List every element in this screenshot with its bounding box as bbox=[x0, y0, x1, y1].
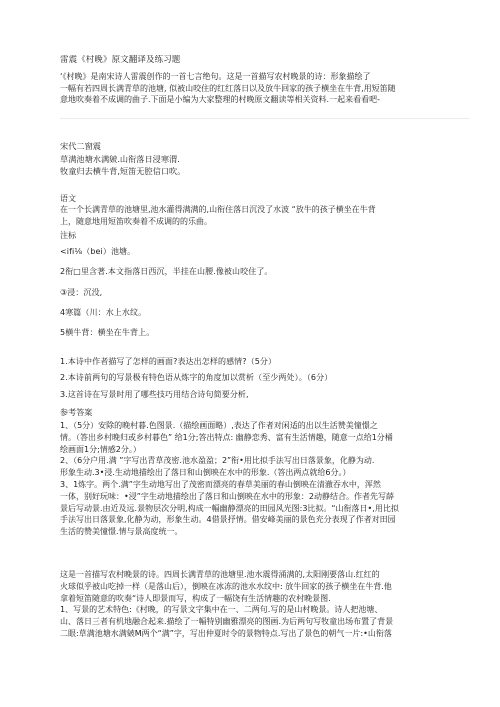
question-item: 3.这首诗在写景时用了哪些技巧用结合诗句简要分析, bbox=[60, 390, 249, 399]
analysis-line: 拿着短笛随意的吹奏“诗人即景而写，构成了一幅饶有生活情趣的农村晚景图. bbox=[60, 593, 331, 603]
answer-line: 1、（5分）安除的晚村暮.色图景.（描绘画面略）,表达了作者对闲适的出以生活赞美憧憬之 bbox=[60, 421, 378, 430]
answers-heading: 参考答案 bbox=[60, 408, 93, 417]
section-divider bbox=[60, 118, 470, 119]
analysis-line: 火球似乎被山吃掉一样（是落山后），倒映在冰冻的池水水纹中: 放牛回家的孩子横坐在牛背.他 bbox=[60, 581, 392, 591]
notes-heading: 注标 bbox=[60, 231, 77, 240]
answer-line: 生活的赞美憧憬.情与景高度统一。 bbox=[60, 527, 183, 537]
document-title: 雷震《村晚》原文翻译及练习题 bbox=[60, 55, 181, 65]
answer-line: 形象生动.3•浸.生动地描绘出了落日和山倒映在水中的形象.（答出两点就给6分。） bbox=[60, 468, 351, 478]
analysis-paragraph bbox=[60, 569, 470, 640]
note-item: 2衔□里含著.本文指落日西沉，半挂在山腰.像被山咬住了。 bbox=[60, 267, 273, 276]
analysis-line: 山、落日三者有机地融合起来.描绘了一幅特别幽雅漂亮的图画.为后两句写牧童出场布置了背景 bbox=[60, 617, 394, 627]
answer-line: 一体，别好玩味：•浸”字生动地描绘出了落日和山倒映在水中的形象：2动静结合。作者先写薛 bbox=[60, 491, 394, 501]
poem-line: 草满池塘水满皴.山衔落日浸寒渭. bbox=[60, 153, 180, 164]
question-item: 1.本诗中作者描写了怎样的画面?表达出怎样的感情?（5分） bbox=[60, 357, 277, 366]
answers-paragraph bbox=[60, 420, 470, 538]
answer-line: 情。（答出乡村晚归或乡村暮色” 给1分;答出特点: 幽静恋秀、富有生活情趣，随意一点给1分桶 bbox=[60, 432, 393, 442]
answer-line: 2、（6分户用.满 ”字写出青草茂密.池水盈盈；2”衔•用比拟手法写出日落景象，化静为动. bbox=[60, 456, 375, 466]
answer-line: 3、1炼字。两个.满”字生动地写出了茂密而漂亮的春草美丽的春山倒映在清澈吞水中，浑然 bbox=[60, 479, 381, 489]
intro-line: 意地吹奏着不成调的曲子.下面是小编为大家整理的村晚原文翻读等相关资料.一起来看看吧- bbox=[60, 95, 380, 105]
note-item: 5横牛背：横坐在牛背上。 bbox=[60, 328, 155, 337]
analysis-line: 1、写景的艺术特色:《村晚，的写景文字集中在一、二两句.写的是山村晚景。诗人把池塘、 bbox=[60, 605, 383, 615]
answer-line: 景后写动景.由近及远.景物层次分明,构成一幅幽静漂亮的田园风光图:3比拟。“山衔落日•,用比拟 bbox=[60, 503, 399, 513]
note-item: ③浸：沉没, bbox=[60, 288, 103, 297]
intro-paragraph bbox=[60, 71, 470, 106]
poem-line: 牧童归去横牛背,短笛无腔信口吹。 bbox=[60, 166, 186, 177]
question-item: 2.本诗前两句的写景极有特色语从炼字的角度加以赏析（至少两处）。（6分） bbox=[60, 373, 333, 382]
intro-line: 一幅有若四周长满青草的池塘, 似被山咬住的红红落日以及放牛回家的孩子横坐在牛背,用短笛随 bbox=[60, 83, 396, 93]
analysis-line: 二眼:草满池塘水满皴M两个“满”字，写出仲夏时令的景物特点.写出了景色的朝气一片:•山衔落 bbox=[60, 628, 392, 638]
intro-line: ‘《村晚》是南宋诗人雷震创作的一首七言绝句。这是一首描写农村晚景的诗：形象描绘了 bbox=[60, 72, 371, 81]
translation-line: 上，随意地用短笛吹奏着不成调的的乐曲。 bbox=[60, 216, 212, 226]
answer-line: 手法写出日落景象,化静为动，形象生动。4借景抒情。借安峰美丽的景色充分表现了作者对田园 bbox=[60, 515, 396, 525]
poem-block bbox=[60, 140, 360, 178]
note-item: <ifi⅛（bei）池塘。 bbox=[60, 247, 136, 256]
translation-line: 在一个长满青草的池塘里,池水灌得满满的,山衔住落日沉没了水波 “放牛的孩子横坐在牛背 bbox=[60, 205, 376, 214]
note-item: 4寒篇（川：水上水纹。 bbox=[60, 308, 147, 317]
analysis-line: 这是一首描写农村晚景的诗。四周长满青草的池塘里.池水震得涌满的,太阳刚要落山.红红的 bbox=[60, 570, 380, 579]
poem-author: 宋代二窗震 bbox=[60, 141, 101, 151]
translation-paragraph bbox=[60, 204, 470, 227]
translation-heading: 语文 bbox=[60, 194, 77, 203]
answer-line: 绘画面1分;情感2分。） bbox=[60, 444, 141, 454]
